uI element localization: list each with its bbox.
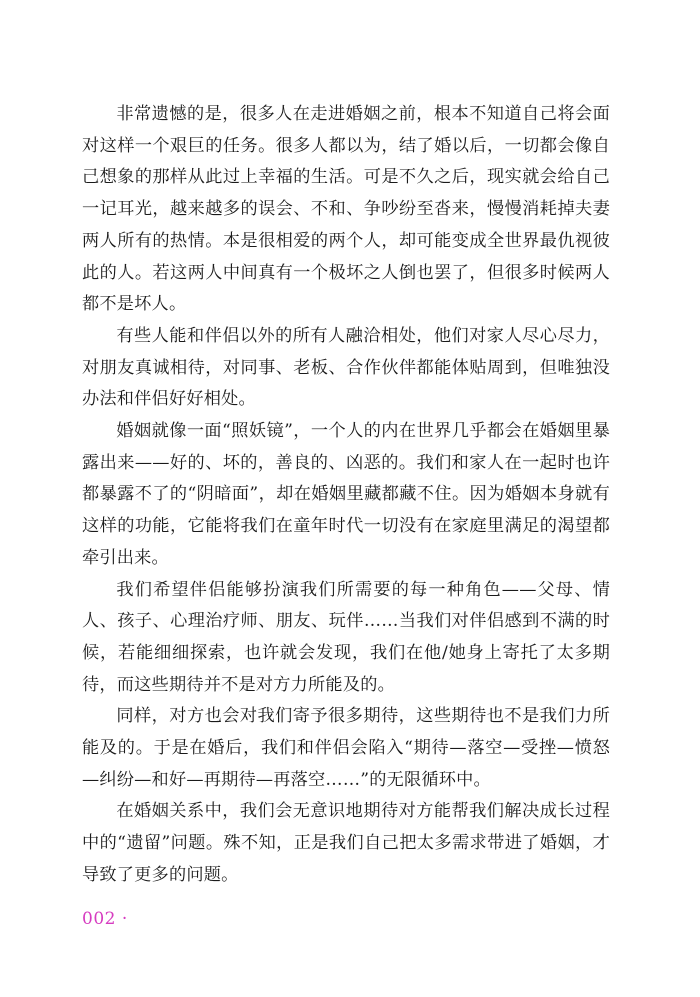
paragraph-4: 我们希望伴侣能够扮演我们所需要的每一种角色——父母、情人、孩子、心理治疗师、朋友、玩伴……当我们对伴侣感到不满的时候，若能细细探索，也许就会发现，我们在他/她身上寄托了太多期待，而这些期待并不是对方力所能及的。 <box>82 579 610 695</box>
paragraph-6: 在婚姻关系中，我们会无意识地期待对方能帮我们解决成长过程中的“遗留”问题。殊不知，正是我们自己把太多需求带进了婚姻，才导致了更多的问题。 <box>82 801 610 885</box>
page-number: 002 · <box>82 909 128 929</box>
body-text <box>82 99 610 892</box>
paragraph-3: 婚姻就像一面“照妖镜”，一个人的内在世界几乎都会在婚姻里暴露出来——好的、坏的，善良的、凶恶的。我们和家人在一起时也许都暴露不了的“阴暗面”，却在婚姻里藏都藏不住。因为婚姻本身就有这样的功能，它能将我们在童年时代一切没有在家庭里满足的渴望都牵引出来。 <box>82 421 610 568</box>
paragraph-2: 有些人能和伴侣以外的所有人融洽相处，他们对家人尽心尽力，对朋友真诚相待，对同事、老板、合作伙伴都能体贴周到，但唯独没办法和伴侣好好相处。 <box>82 325 610 410</box>
paragraph-5: 同样，对方也会对我们寄予很多期待，这些期待也不是我们力所能及的。于是在婚后，我们和伴侣会陷入“期待—落空—受挫—愤怒—纠纷—和好—再期待—再落空……”的无限循环中。 <box>82 706 610 790</box>
paragraph-1: 非常遗憾的是，很多人在走进婚姻之前，根本不知道自己将会面对这样一个艰巨的任务。很多人都以为，结了婚以后，一切都会像自己想象的那样从此过上幸福的生活。可是不久之后，现实就会给自己一记耳光，越来越多的误会、不和、争吵纷至沓来，慢慢消耗掉夫妻两人所有的热情。本是很相爱的两个人，却可能变成全世界最仇视彼此的人。若这两人中间真有一个极坏之人倒也罢了，但很多时候两人都不是坏人。 <box>82 104 610 315</box>
